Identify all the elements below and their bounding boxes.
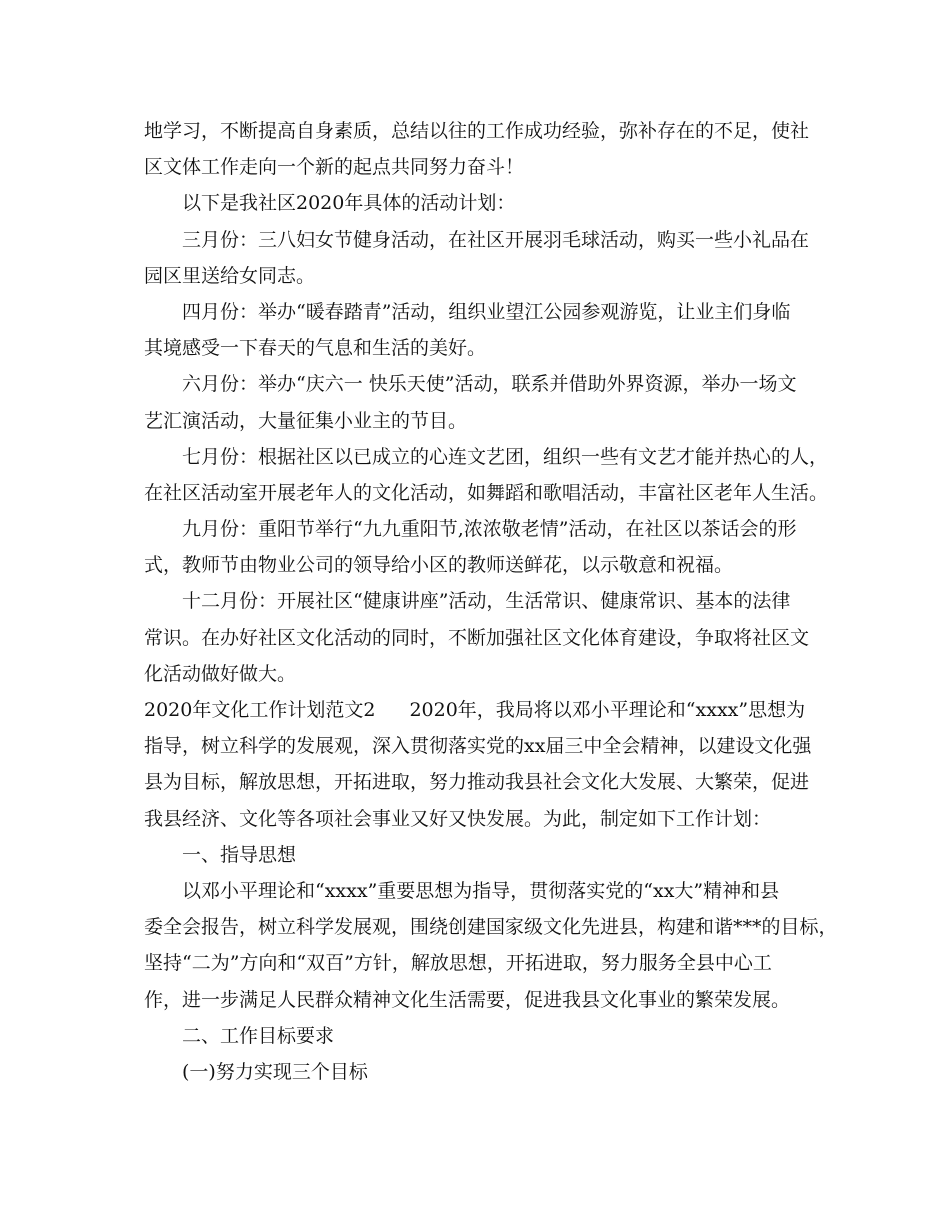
text-line: 化活动做好做大。 [144, 662, 297, 685]
text-line: 区文体工作走向一个新的起点共同努力奋斗！ [144, 156, 525, 179]
text-line: 指导，树立科学的发展观，深入贯彻落实党的xx届三中全会精神，以建设文化强 [144, 735, 812, 758]
text-line: 七月份：根据社区以已成立的心连文艺团，组织一些有文艺才能并热心的人， [182, 445, 829, 468]
text-line: 坚持“二为”方向和“双百”方针，解放思想，开拓进取，努力服务全县中心工 [144, 952, 772, 975]
text-line: (一)努力实现三个目标 [182, 1060, 368, 1083]
text-line: 常识。在办好社区文化活动的同时，不断加强社区文化体育建设，争取将社区文 [144, 626, 810, 649]
section-intro-text: 2020年，我局将以邓小平理论和“xxxx”思想为 [409, 699, 806, 721]
text-line: 三月份：三八妇女节健身活动，在社区开展羽毛球活动，购买一些小礼品在 [182, 228, 810, 251]
text-line: 以邓小平理论和“xxxx”重要思想为指导，贯彻落实党的“xx大”精神和县 [182, 879, 780, 902]
text-line: 作，进一步满足人民群众精神文化生活需要，促进我县文化事业的繁荣发展。 [144, 988, 791, 1011]
text-line: 四月份：举办“暖春踏青”活动，组织业望江公园参观游览，让业主们身临 [182, 300, 791, 323]
text-line: 九月份：重阳节举行“九九重阳节,浓浓敬老情”活动，在社区以茶话会的形 [182, 518, 797, 541]
paragraph-block-activities [144, 113, 829, 692]
section-title: 2020年文化工作计划范文2 [144, 699, 376, 721]
text-line: 我县经济、文化等各项社会事业又好又快发展。为此，制定如下工作计划： [144, 807, 772, 830]
section-heading-line [144, 692, 819, 728]
text-line: 六月份：举办“庆六一 快乐天使”活动，联系并借助外界资源，举办一场文 [182, 373, 797, 396]
text-line: 县为目标，解放思想，开拓进取，努力推动我县社会文化大发展、大繁荣，促进 [144, 771, 810, 794]
paragraph-block-plan [144, 728, 838, 1090]
document-body [144, 113, 838, 1090]
text-line: 一、指导思想 [182, 843, 297, 866]
text-line: 以下是我社区2020年具体的活动计划： [182, 192, 516, 215]
text-line: 委全会报告，树立科学发展观，围绕创建国家级文化先进县，构建和谐***的目标， [144, 916, 838, 939]
text-line: 地学习，不断提高自身素质，总结以往的工作成功经验，弥补存在的不足，使社 [144, 120, 810, 142]
text-line: 二、工作目标要求 [182, 1024, 335, 1047]
text-line: 其境感受一下春天的气息和生活的美好。 [144, 337, 487, 360]
text-line: 式，教师节由物业公司的领导给小区的教师送鲜花，以示敬意和祝福。 [144, 554, 734, 577]
text-line: 在社区活动室开展老年人的文化活动，如舞蹈和歌唱活动，丰富社区老年人生活。 [144, 481, 829, 504]
text-line: 艺汇演活动，大量征集小业主的节目。 [144, 409, 468, 432]
text-line: 十二月份：开展社区“健康讲座”活动，生活常识、健康常识、基本的法律 [182, 590, 791, 613]
text-line: 园区里送给女同志。 [144, 264, 316, 287]
